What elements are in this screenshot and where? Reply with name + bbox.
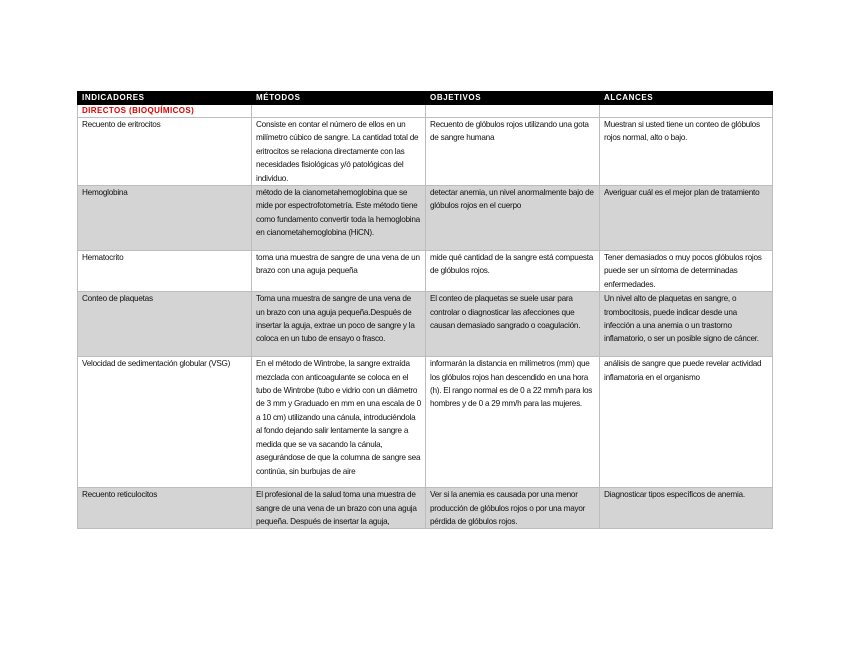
section-label: DIRECTOS (BIOQUÍMICOS) xyxy=(78,105,252,118)
alcance-cell: análisis de sangre que puede revelar actividad inflamatoria en el organismo xyxy=(600,357,773,488)
indicador-cell: Hemoglobina xyxy=(78,186,252,251)
objetivo-cell: Recuento de glóbulos rojos utilizando una gota de sangre humana xyxy=(426,118,600,186)
indicador-cell: Recuento reticulocitos xyxy=(78,488,252,529)
table-row xyxy=(78,488,773,529)
header-alcances: ALCANCES xyxy=(600,92,773,105)
objetivo-cell: informarán la distancia en milímetros (mm) que los glóbulos rojos han descendido en una hora (h). El rango normal es de 0 a 22 mm/h para los hombres y de 0 a 29 mm/h para las mujeres. xyxy=(426,357,600,488)
indicador-cell: Hematocrito xyxy=(78,251,252,292)
section-empty-cell xyxy=(252,105,426,118)
indicador-cell: Velocidad de sedimentación globular (VSG) xyxy=(78,357,252,488)
metodo-cell: Toma una muestra de sangre de una vena de un brazo con una aguja pequeña.Después de insertar la aguja, extrae un poco de sangre y la coloca en un tubo de ensayo o frasco. xyxy=(252,292,426,357)
table-header-row xyxy=(78,92,773,105)
metodo-cell: El profesional de la salud toma una muestra de sangre de una vena de un brazo con una aguja pequeña. Después de insertar la aguja, xyxy=(252,488,426,529)
header-metodos: MÉTODOS xyxy=(252,92,426,105)
table-row xyxy=(78,357,773,488)
header-objetivos: OBJETIVOS xyxy=(426,92,600,105)
indicador-cell: Conteo de plaquetas xyxy=(78,292,252,357)
metodo-cell: método de la cianometahemoglobina que se mide por espectrofotometría. Este método tiene como fundamento convertir toda la hemoglobina en cianometahemoglobina (HiCN). xyxy=(252,186,426,251)
header-indicadores: INDICADORES xyxy=(78,92,252,105)
section-empty-cell xyxy=(600,105,773,118)
section-row xyxy=(78,105,773,118)
metodo-cell: toma una muestra de sangre de una vena de un brazo con una aguja pequeña xyxy=(252,251,426,292)
alcance-cell: Averiguar cuál es el mejor plan de tratamiento xyxy=(600,186,773,251)
alcance-cell: Diagnosticar tipos específicos de anemia. xyxy=(600,488,773,529)
metodo-cell: En el método de Wintrobe, la sangre extraída mezclada con anticoagulante se coloca en el tubo de Wintrobe (tubo e vidrio con un diámetro de 3 mm y Graduado en mm en una escala de 0 a 10 cm) utilizando una cánula, introduciéndola al fondo dejando salir lentamente la sangre a medida que se va sacando la cánula, asegurándose de que la columna de sangre sea continúa, sin burbujas de aire xyxy=(252,357,426,488)
table-row xyxy=(78,292,773,357)
section-empty-cell xyxy=(426,105,600,118)
alcance-cell: Muestran si usted tiene un conteo de glóbulos rojos normal, alto o bajo. xyxy=(600,118,773,186)
objetivo-cell: mide qué cantidad de la sangre está compuesta de glóbulos rojos. xyxy=(426,251,600,292)
table-row xyxy=(78,118,773,186)
table-row xyxy=(78,186,773,251)
indicators-table xyxy=(77,91,773,529)
alcance-cell: Un nivel alto de plaquetas en sangre, o trombocitosis, puede indicar desde una infección a una anemia o un trastorno inflamatorio, o ser un posible signo de cáncer. xyxy=(600,292,773,357)
alcance-cell: Tener demasiados o muy pocos glóbulos rojos puede ser un síntoma de determinadas enfermedades. xyxy=(600,251,773,292)
metodo-cell: Consiste en contar el número de ellos en un milímetro cúbico de sangre. La cantidad total de eritrocitos se relaciona directamente con las necesidades fisiológicas y/ó patológicas del individuo. xyxy=(252,118,426,186)
indicador-cell: Recuento de eritrocitos xyxy=(78,118,252,186)
objetivo-cell: El conteo de plaquetas se suele usar para controlar o diagnosticar las afecciones que causan demasiado sangrado o coagulación. xyxy=(426,292,600,357)
table-row xyxy=(78,251,773,292)
objetivo-cell: Ver si la anemia es causada por una menor producción de glóbulos rojos o por una mayor pérdida de glóbulos rojos. xyxy=(426,488,600,529)
objetivo-cell: detectar anemia, un nivel anormalmente bajo de glóbulos rojos en el cuerpo xyxy=(426,186,600,251)
